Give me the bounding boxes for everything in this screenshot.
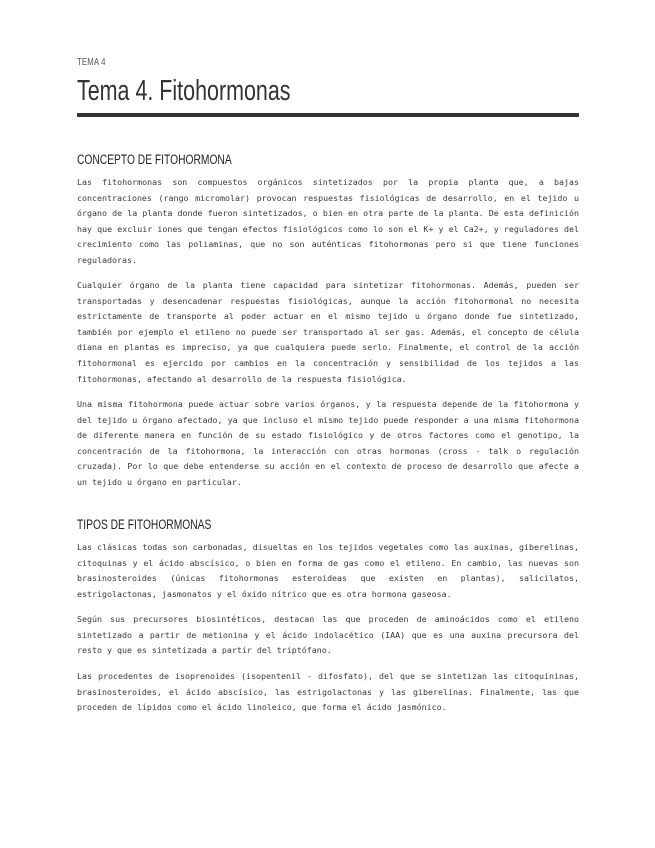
paragraph: Una misma fitohormona puede actuar sobre varios órganos, y la respuesta depende de la fitohormona y del tejido u órgano afectado, ya que incluso el mismo tejido puede responder a una misma fitohormona de diferente manera en función de su estado fisiológico y de otros factores como el genotipo, la concentración de la fitohormona, la interacción con otras hormonas (cross - talk o regulación cruzada). Por lo que debe entenderse su acción en el contexto de proceso de desarrollo que afecte a un tejido u órgano en particular. xyxy=(77,399,579,487)
paragraph: Cualquier órgano de la planta tiene capacidad para sintetizar fitohormonas. Además, pueden ser transportadas y desencadenar respuestas fisiológicas, aunque la acción fitohormonal no necesita estrictamente de transporte al poder actuar en el mismo tejido u órgano donde fue sintetizado, también por ejemplo el etileno no puede ser transportado al ser gas. Además, el concepto de célula diana en plantas es impreciso, ya que cualquiera puede serlo. Finalmente, el control de la acción fitohormonal es ejercido por cambios en la concentración y sensibilidad de los tejidos a las fitohormonas, afectando al desarrollo de la respuesta fisiológica. xyxy=(77,280,579,384)
paragraph: Las clásicas todas son carbonadas, disueltas en los tejidos vegetales como las auxinas, giberelinas, citoquinas y el ácido abscísico, o bien en forma de gas como el etileno. En cambio, las nuevas son brasinosteroides (únicas fitohormonas esteroideas que existen en plantas), salicilatos, estrigolactonas, jasmonatos y el óxido nítrico que es otra hormona gaseosa. xyxy=(77,542,579,599)
title-divider xyxy=(77,113,579,117)
document-title: Tema 4. Fitohormonas xyxy=(77,75,291,107)
section-heading-concepto: CONCEPTO DE FITOHORMONA xyxy=(77,152,232,167)
paragraph: Las procedentes de isoprenoides (isopentenil - difosfato), del que se sintetizan las citoquininas, brasinosteroides, el ácido abscísico, las estrigolactonas y las giberelinas. Finalmente, las que proceden de lípidos como el ácido linoleico, que forma el ácido jasmónico. xyxy=(77,671,579,713)
paragraph: Según sus precursores biosintéticos, destacan las que proceden de aminoácidos como el etileno sintetizado a partir de metionina y el ácido indolacético (IAA) que es una auxina precursora del resto y que es sintetizada a partir del triptófano. xyxy=(77,614,579,656)
section-heading-tipos: TIPOS DE FITOHORMONAS xyxy=(77,517,212,532)
tema-label: TEMA 4 xyxy=(77,57,106,68)
paragraph: Las fitohormonas son compuestos orgánicos sintetizados por la propia planta que, a bajas concentraciones (rango micromolar) provocan respuestas fisiológicas de desarrollo, en el tejido u órgano de la planta donde fueron sintetizados, o bien en otra parte de la planta. De esta definición hay que excluir iones que tengan efectos fisiológicos como lo son el K+ y el Ca2+, y reguladores del crecimiento como las poliaminas, que no son auténticas fitohormonas pero si que tiene funciones reguladoras. xyxy=(77,177,579,265)
